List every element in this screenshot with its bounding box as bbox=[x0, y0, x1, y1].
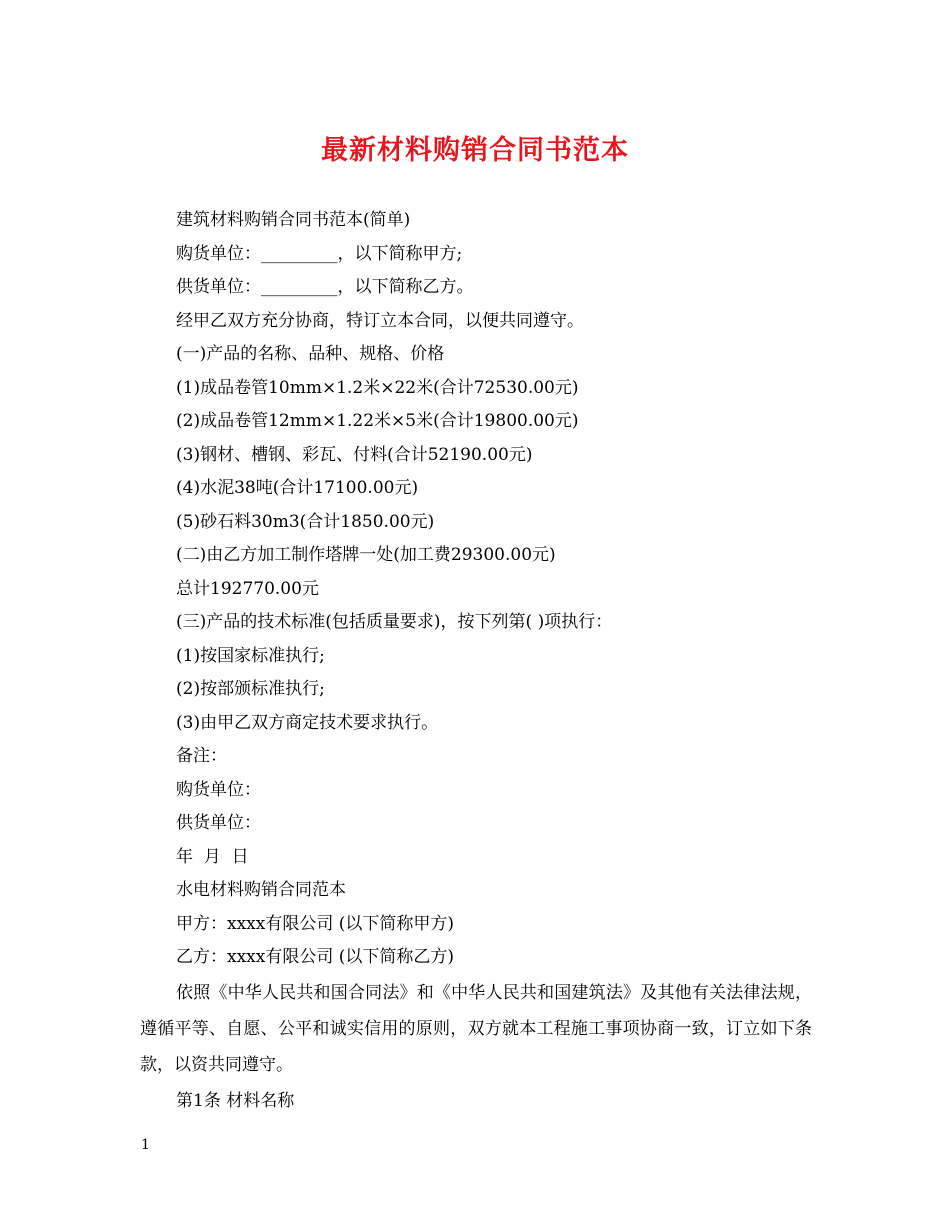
paragraph: 总计192770.00元 bbox=[176, 578, 319, 599]
paragraph: 甲方：xxxx有限公司 (以下简称甲方) bbox=[176, 913, 455, 934]
list-item: (2)按部颁标准执行; bbox=[176, 679, 325, 699]
paragraph: 乙方：xxxx有限公司 (以下简称乙方) bbox=[176, 947, 455, 967]
section-heading: (三)产品的技术标准(包括质量要求)，按下列第( )项执行： bbox=[176, 612, 613, 632]
list-item: (5)砂石料30m3(合计1850.00元) bbox=[176, 511, 435, 532]
section-heading: (二)由乙方加工制作塔牌一处(加工费29300.00元) bbox=[176, 545, 556, 565]
section-heading: (一)产品的名称、品种、规格、价格 bbox=[176, 344, 445, 364]
list-item: (3)钢材、槽钢、彩瓦、付料(合计52190.00元) bbox=[176, 444, 533, 465]
paragraph: 依照《中华人民共和国合同法》和《中华人民共和国建筑法》及其他有关法律法规，遵循平等、自愿、公平和诚实信用的原则，双方就本工程施工事项协商一致，订立如下条款，以资共同遵守。 bbox=[140, 982, 812, 1075]
section-heading: 水电材料购销合同范本 bbox=[176, 880, 346, 900]
list-item: (1)按国家标准执行; bbox=[176, 645, 325, 666]
paragraph: 供货单位：_________，以下简称乙方。 bbox=[176, 277, 474, 297]
document-body bbox=[140, 204, 812, 1118]
paragraph: 购货单位：_________，以下简称甲方; bbox=[176, 243, 463, 264]
page-number: 1 bbox=[141, 1137, 150, 1153]
paragraph: 购货单位： bbox=[176, 779, 261, 800]
paragraph: 备注： bbox=[176, 746, 227, 766]
document-title: 最新材料购销合同书范本 bbox=[321, 135, 629, 166]
paragraph: 供货单位： bbox=[176, 813, 261, 833]
list-item: (2)成品卷管12mm×1.22米×5米(合计19800.00元) bbox=[176, 411, 579, 431]
list-item: (1)成品卷管10mm×1.2米×22米(合计72530.00元) bbox=[176, 377, 579, 398]
paragraph: 建筑材料购销合同书范本(简单) bbox=[176, 210, 411, 230]
list-item: (3)由甲乙双方商定技术要求执行。 bbox=[176, 712, 439, 733]
article-heading: 第1条 材料名称 bbox=[176, 1090, 295, 1111]
list-item: (4)水泥38吨(合计17100.00元) bbox=[176, 478, 419, 498]
date-line: 年 月 日 bbox=[176, 846, 249, 867]
paragraph: 经甲乙双方充分协商，特订立本合同，以便共同遵守。 bbox=[176, 310, 584, 331]
